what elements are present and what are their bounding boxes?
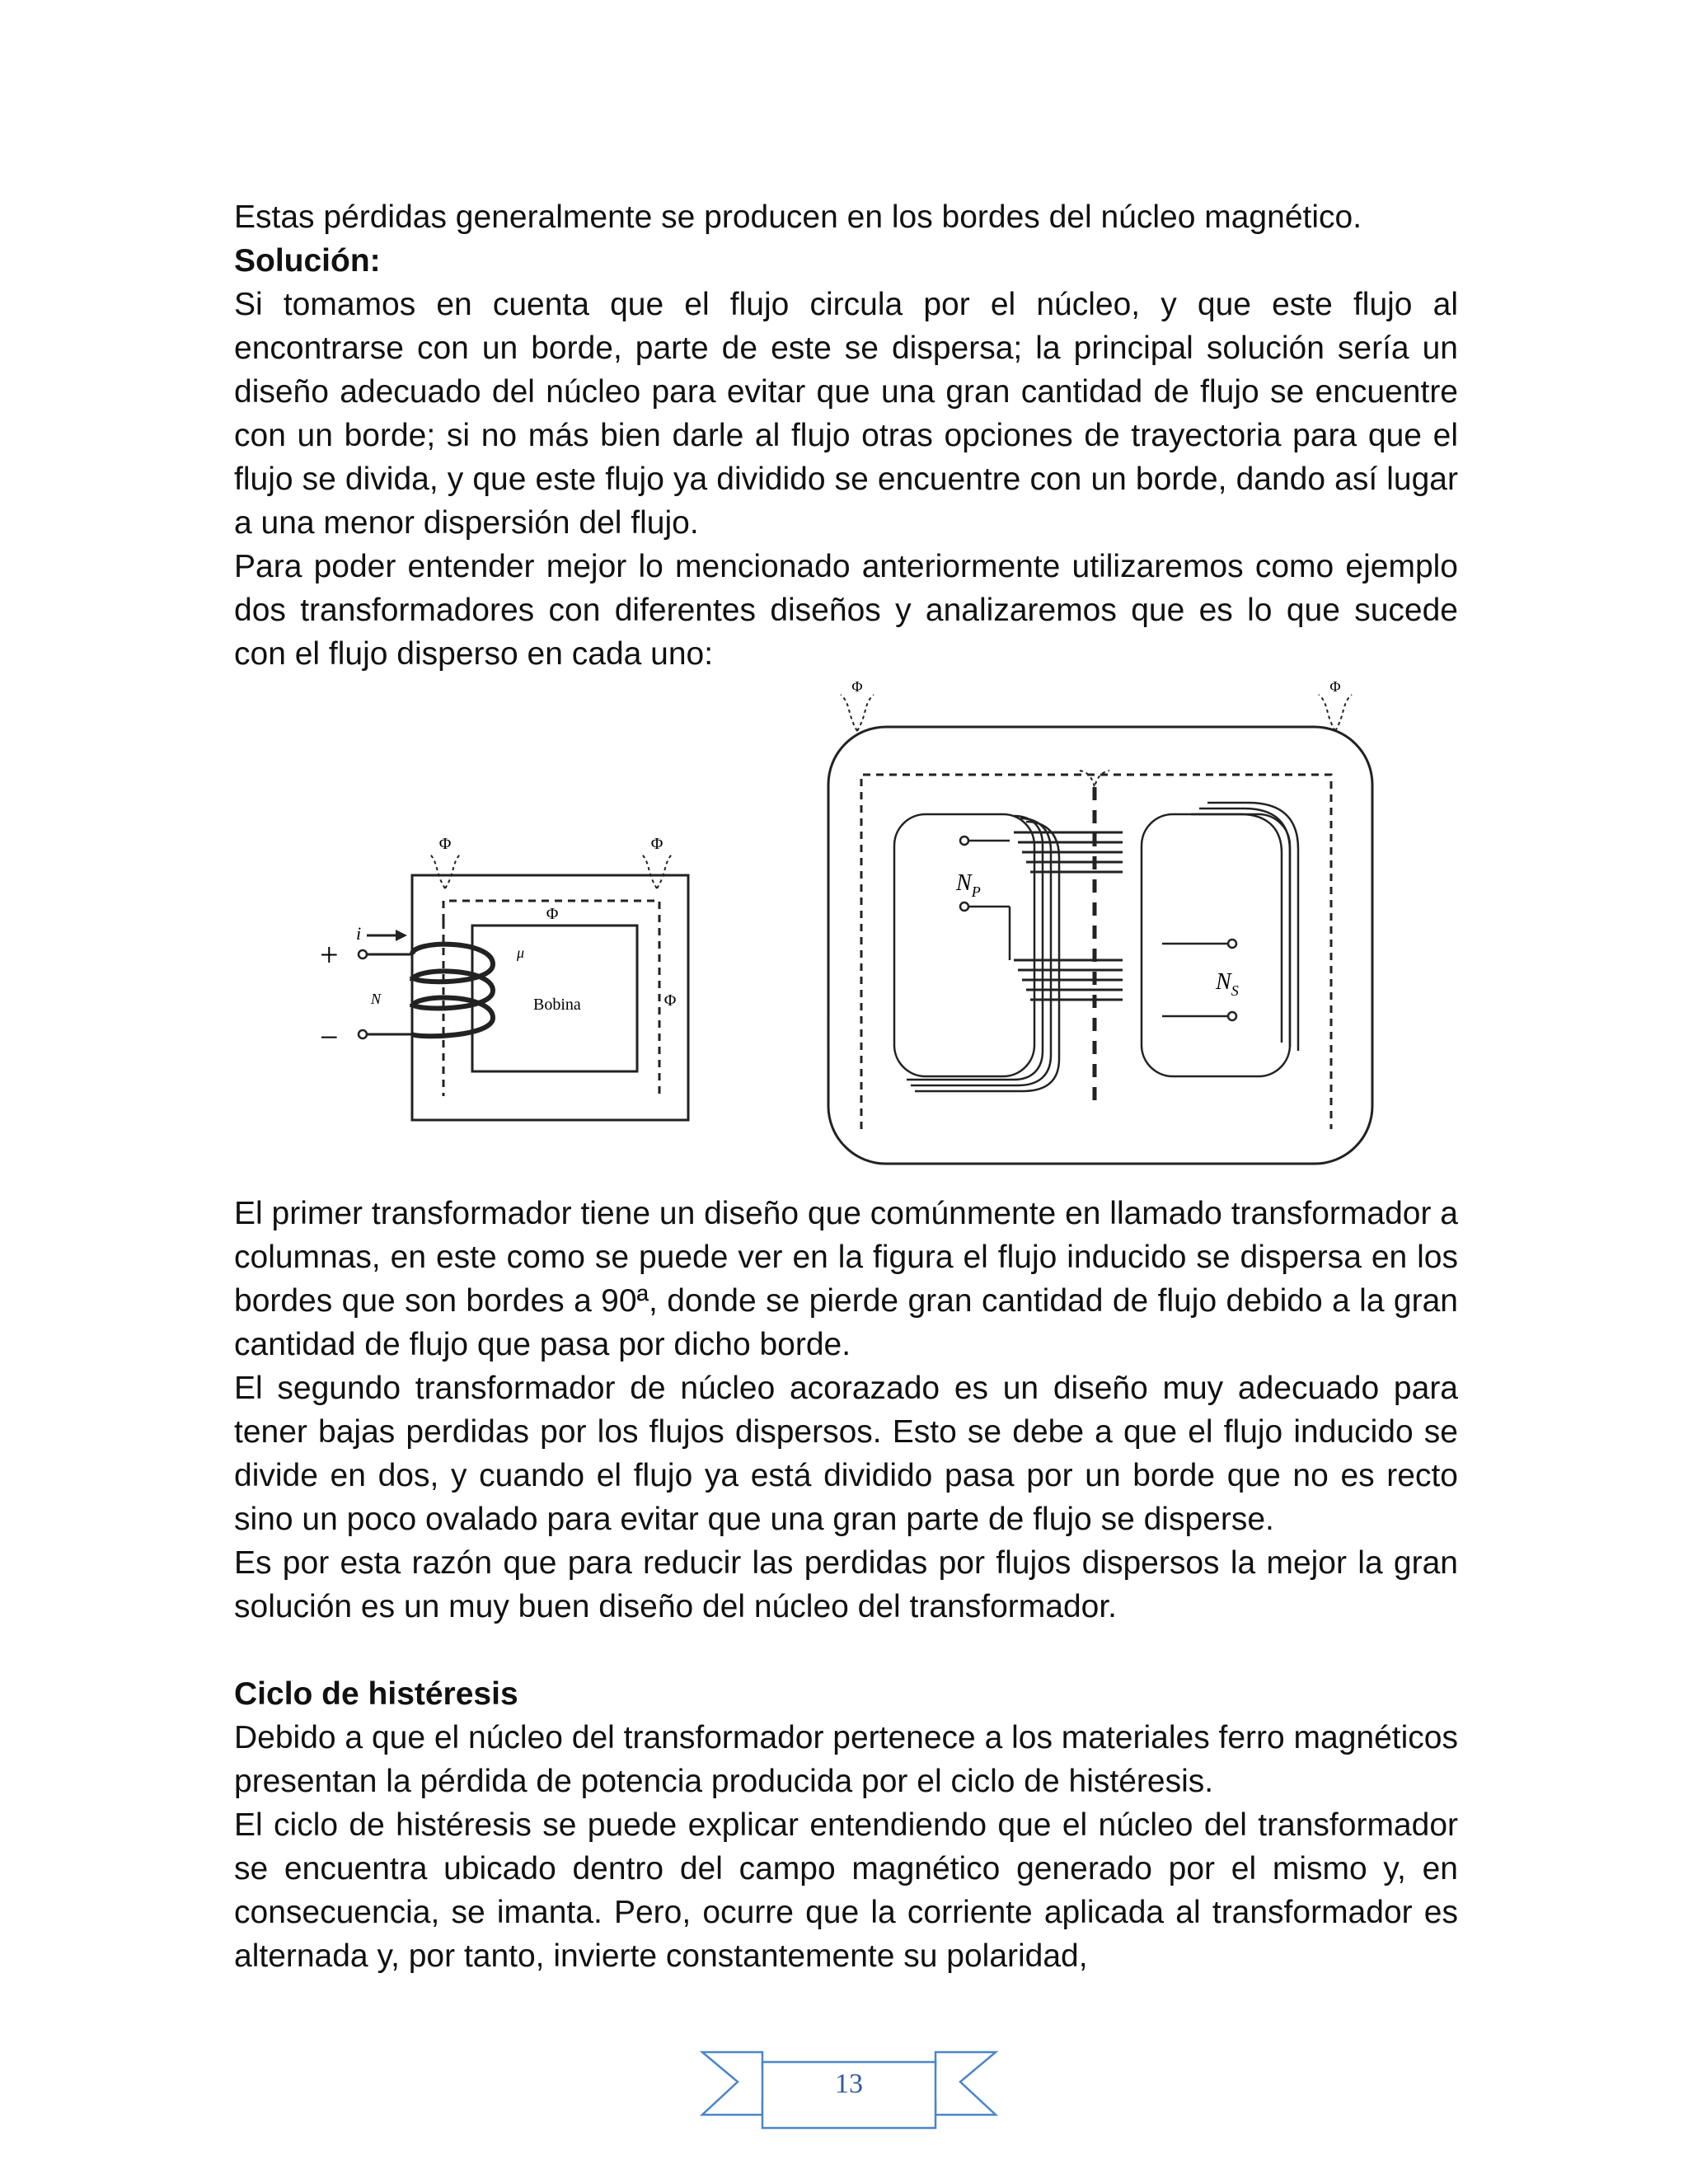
primary-terminal-top: [960, 837, 968, 845]
leakage-flux-right: [1319, 695, 1352, 731]
secondary-winding: [1014, 960, 1123, 1000]
paragraph-conclusion: Es por esta razón que para reducir las perdidas por flujos dispersos la mejor la gran solución es un muy buen diseño del núcleo del transformador.: [234, 1545, 1458, 1624]
paragraph-hysteresis-explanation: El ciclo de histéresis se puede explicar entendiendo que el núcleo del transformador se encuentra ubicado dentro del campo magnético generado por el mismo y, en consecuencia, se imanta. Pero, ocurre que la corriente aplicada al transformador es alternada y, por tanto, invierte constantemente su polaridad,: [234, 1807, 1458, 1974]
secondary-terminal-top: [1228, 940, 1236, 948]
paragraph-example-intro: Para poder entender mejor lo mencionado anteriormente utilizaremos como ejemplo dos transformadores con diferentes diseños y analizaremos que es lo que sucede con el flujo disperso en cada uno:: [234, 549, 1458, 672]
leakage-flux-right: [640, 853, 673, 888]
shell-type-transformer-figure: [816, 680, 1393, 1174]
coil-label: Bobina: [533, 996, 581, 1014]
paragraph-hysteresis-intro: Debido a que el núcleo del transformador pertenece a los materiales ferro magnéticos presentan la pérdida de potencia producida por el ciclo de histéresis.: [234, 1720, 1458, 1799]
leakage-flux-left: [841, 695, 874, 731]
right-window-layers: [1142, 803, 1298, 1076]
primary-winding: [412, 944, 493, 1037]
page-footer: [692, 2042, 1006, 2141]
text-block-top: [234, 195, 1458, 676]
text-block-bottom: [234, 1192, 1458, 1978]
flux-label-right: Φ: [1329, 680, 1341, 695]
current-arrow-head: [396, 930, 407, 941]
flux-label-right: Φ: [650, 835, 663, 853]
paragraph-gap: [234, 1629, 1458, 1672]
turns-label: N: [371, 991, 382, 1007]
flux-split-curve: [1080, 771, 1109, 787]
terminal-plus: [359, 950, 367, 958]
primary-terminal-bottom: [960, 902, 968, 911]
current-label: i: [356, 923, 362, 944]
terminal-minus: [359, 1030, 367, 1038]
permeability-label: μ: [517, 944, 525, 961]
flux-label-top: Φ: [546, 905, 559, 923]
primary-winding: [1014, 832, 1123, 872]
paragraph-edge-losses: Estas pérdidas generalmente se producen en los bordes del núcleo magnético.: [234, 199, 1362, 235]
secondary-turns-label: $N_S$: [1216, 969, 1239, 999]
primary-leads: [964, 841, 1010, 960]
primary-turns-label: $N_P$: [956, 870, 981, 900]
plus-sign: +: [320, 936, 339, 973]
flux-label-side: Φ: [663, 991, 677, 1010]
flux-label-left: Φ: [438, 835, 452, 853]
page-number: 13: [835, 2069, 863, 2099]
left-window-layers: [894, 814, 1059, 1091]
paragraph-core-type: El primer transformador tiene un diseño que comúnmente en llamado transformador a columnas, en este como se puede ver en la figura el flujo inducido se dispersa en los bordes que son bordes a 90ª, donde se pierde gran cantidad de flujo debido a la gran cantidad de flujo que pasa por dicho borde.: [234, 1196, 1458, 1362]
minus-sign: −: [320, 1019, 339, 1056]
paragraph-solution: Si tomamos en cuenta que el flujo circula por el núcleo, y que este flujo al encontrarse con un borde, parte de este se dispersa; la principal solución sería un diseño adecuado del núcleo para evitar que una gran cantidad de flujo se encuentre con un borde; si no más bien darle al flujo otras opciones de trayectoria para que el flujo se divida, y que este flujo ya dividido se encuentre con un borde, dando así lugar a una menor dispersión del flujo.: [234, 287, 1458, 541]
leakage-flux-left: [429, 853, 462, 888]
hysteresis-heading: Ciclo de histéresis: [234, 1676, 518, 1712]
solution-heading: Solución:: [234, 243, 381, 279]
paragraph-shell-type: El segundo transformador de núcleo acorazado es un diseño muy adecuado para tener bajas perdidas por los flujos dispersos. Esto se debe a que el flujo inducido se divide en dos, y cuando el flujo ya está dividido pasa por un borde que no es recto sino un poco ovalado para evitar que una gran parte de flujo se disperse.: [234, 1371, 1458, 1537]
flux-label-left: Φ: [851, 680, 863, 695]
core-type-transformer-figure: [297, 816, 709, 1146]
secondary-terminal-bottom: [1228, 1012, 1236, 1020]
